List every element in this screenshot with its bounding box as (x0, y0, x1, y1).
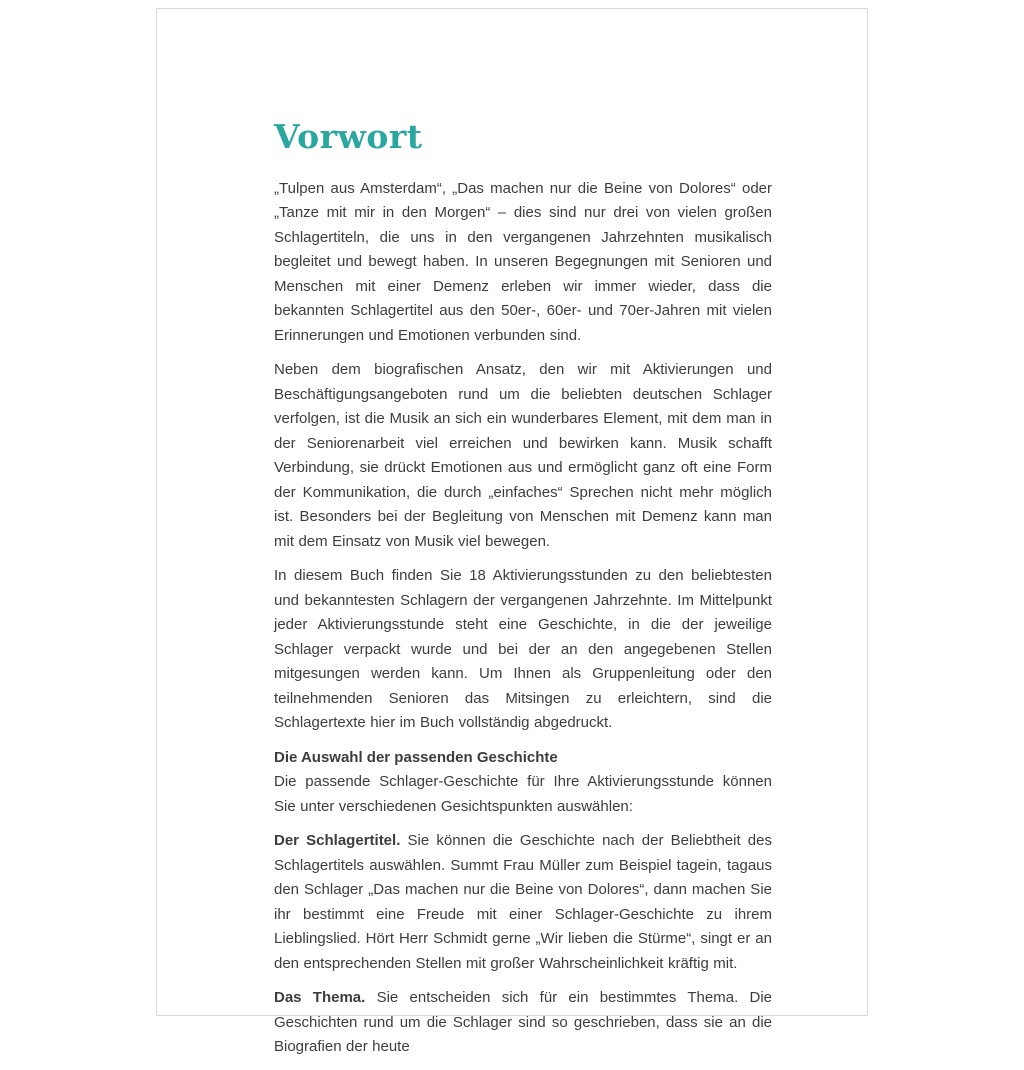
criterion-lead: Der Schlagertitel. (274, 832, 401, 850)
criterion-text: Sie entscheiden sich für ein bestimmtes Thema. Die Geschichten rund um die Schlager sind so geschrieben, dass sie an die Biografien der heute (274, 989, 773, 1056)
criterion-lead: Das Thema. (274, 989, 366, 1007)
document-page (156, 8, 868, 1056)
section-intro: Die passende Schlager-Geschichte für Ihre Aktivierungsstunde können Sie unter verschiedenen Gesichtspunkten auswählen: (274, 773, 772, 815)
paragraph-biografischer-ansatz: Neben dem biografischen Ansatz, den wir mit Aktivierungen und Beschäftigungsangeboten rund um die beliebten deutschen Schlager verfolgen, ist die Musik an sich ein wunderbares Element, mit dem man in der Seniorenarbeit viel erreichen und bewirken kann. Musik schafft Verbindung, sie drückt Emotionen aus und ermöglicht ganz oft eine Form der Kommunikation, die durch „einfaches“ Sprechen nicht mehr möglich ist. Besonders bei der Begleitung von Menschen mit Demenz kann man mit dem Einsatz von Musik viel bewegen. (274, 361, 772, 550)
criterion-schlagertitel (274, 829, 772, 976)
paragraph-intro-schlagertitel: „Tulpen aus Amsterdam“, „Das machen nur die Beine von Dolores“ oder „Tanze mit mir in den Morgen“ – dies sind nur drei von vielen großen Schlagertiteln, die uns in den vergangenen Jahrzehnten musikalisch begleitet und bewegt haben. In unseren Begegnungen mit Senioren und Menschen mit einer Demenz erleben wir immer wieder, dass die bekannten Schlagertitel aus den 50er-, 60er- und 70er-Jahren mit vielen Erinnerungen und Emotionen verbunden sind. (274, 179, 772, 344)
paragraph-buch-inhalt: In diesem Buch finden Sie 18 Aktivierungsstunden zu den beliebtesten und bekanntesten Schlagern der vergangenen Jahrzehnte. Im Mittelpunkt jeder Aktivierungsstunde steht eine Geschichte, in die der jeweilige Schlager verpackt wurde und bei der an den angegebenen Stellen mitgesungen werden kann. Um Ihnen als Gruppenleitung oder den teilnehmenden Senioren das Mitsingen zu erleichtern, sind die Schlagertexte hier im Buch vollständig abgedruckt. (274, 567, 772, 732)
section-heading: Die Auswahl der passenden Geschichte (274, 748, 558, 766)
criterion-text: Sie können die Geschichte nach der Beliebtheit des Schlagertitels auswählen. Summt Frau Müller zum Beispiel tagein, tagaus den Schlager „Das machen nur die Beine von Dolores“, dann machen Sie ihr bestimmt eine Freude mit einer Schlager-Geschichte zu ihrem Lieblingslied. Hört Herr Schmidt gerne „Wir lieben die Stürme“, singt er an den entsprechenden Stellen mit großer Wahrscheinlichkeit kräftig mit. (274, 832, 772, 972)
page-title: Vorwort (274, 117, 423, 156)
page-content (274, 117, 772, 1070)
criterion-thema (274, 986, 772, 1060)
